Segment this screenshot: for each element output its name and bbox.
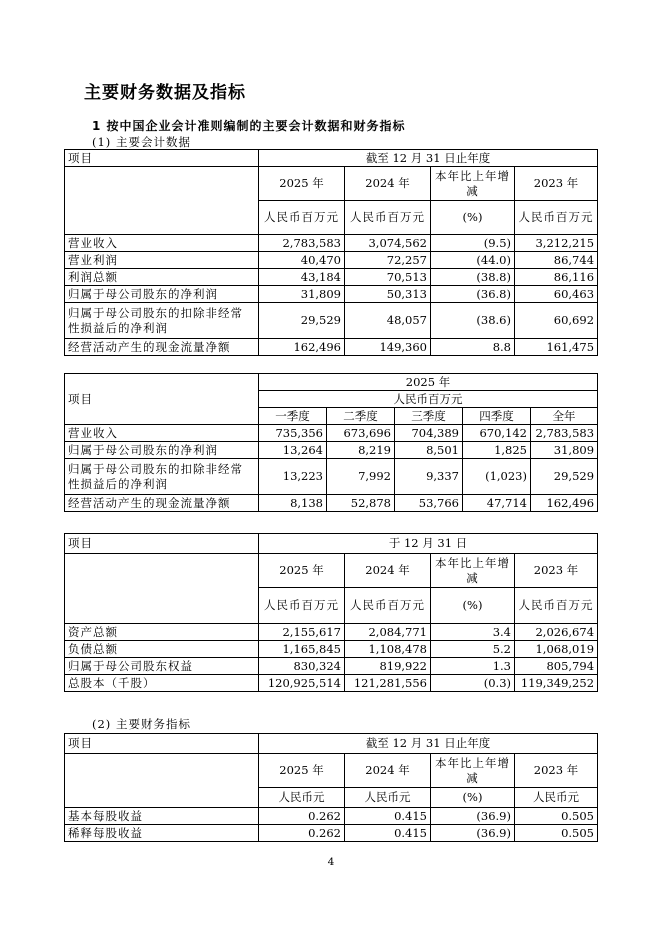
table-row [65,269,598,286]
col-q4: 四季度 [463,408,531,425]
row-label: 营业利润 [65,252,259,269]
row-label: 总股本（千股） [65,675,259,692]
quarterly-data-table [64,373,598,512]
header-blank [65,754,259,808]
header-unit: 人民币百万元 [259,391,598,408]
unit-cell: (%) [431,588,515,624]
table-row [65,459,598,495]
col-2025: 2025 年 [259,167,345,201]
cell: (38.6) [431,303,515,339]
cell: 161,475 [515,339,598,356]
row-label: 利润总额 [65,269,259,286]
cell: 2,084,771 [345,624,431,641]
row-label: 经营活动产生的现金流量净额 [65,339,259,356]
table-row [65,624,598,641]
cell: (38.8) [431,269,515,286]
cell: (0.3) [431,675,515,692]
table-row [65,658,598,675]
table-row [65,286,598,303]
table-row [65,675,598,692]
unit-cell: 人民币百万元 [259,201,345,235]
cell: 53,766 [395,495,463,512]
cell: 0.415 [345,808,431,825]
balance-data-table [64,533,598,692]
cell: 1.3 [431,658,515,675]
page-title: 主要财务数据及指标 [84,83,246,103]
unit-cell: 人民币百万元 [515,588,598,624]
cell: 8,501 [395,442,463,459]
accounting-data-table [64,149,598,356]
cell: 13,264 [259,442,327,459]
cell: 673,696 [327,425,395,442]
cell: 120,925,514 [259,675,345,692]
row-label: 归属于母公司股东的净利润 [65,286,259,303]
cell: 86,116 [515,269,598,286]
col-2025: 2025 年 [259,754,345,788]
table-row [65,641,598,658]
cell: (1,023) [463,459,531,495]
col-change: 本年比上年增减 [431,167,515,201]
row-label: 营业收入 [65,425,259,442]
unit-cell: (%) [431,201,515,235]
col-change: 本年比上年增减 [431,554,515,588]
header-blank [65,167,259,235]
col-2024: 2024 年 [345,754,431,788]
table-row [65,808,598,825]
header-period: 截至 12 月 31 日止年度 [259,734,598,754]
cell: 7,992 [327,459,395,495]
cell: (36.9) [431,825,515,842]
cell: 0.505 [515,808,598,825]
financial-indicators-table [64,733,598,842]
cell: 162,496 [259,339,345,356]
cell: (44.0) [431,252,515,269]
cell: 1,825 [463,442,531,459]
cell: 31,809 [531,442,598,459]
row-label: 基本每股收益 [65,808,259,825]
page-number: 4 [327,856,335,868]
cell: 2,026,674 [515,624,598,641]
cell: 735,356 [259,425,327,442]
cell: 819,922 [345,658,431,675]
table-row [65,252,598,269]
cell: 8,138 [259,495,327,512]
unit-cell: 人民币百万元 [345,588,431,624]
header-blank [65,554,259,624]
row-label: 归属于母公司股东的扣除非经常性损益后的净利润 [65,459,259,495]
subsection-accounting-data: (1) 主要会计数据 [92,135,191,149]
cell: 3.4 [431,624,515,641]
cell: 2,155,617 [259,624,345,641]
cell: 3,212,215 [515,235,598,252]
cell: 1,165,845 [259,641,345,658]
cell: 805,794 [515,658,598,675]
cell: 119,349,252 [515,675,598,692]
cell: 60,692 [515,303,598,339]
cell: 0.505 [515,825,598,842]
unit-cell: 人民币百万元 [345,201,431,235]
cell: 0.262 [259,825,345,842]
cell: 47,714 [463,495,531,512]
cell: 1,068,019 [515,641,598,658]
table-row [65,235,598,252]
cell: 670,142 [463,425,531,442]
unit-cell: 人民币元 [515,788,598,808]
cell: 149,360 [345,339,431,356]
header-period: 截至 12 月 31 日止年度 [259,150,598,167]
subsection-financial-indicators: (2) 主要财务指标 [92,717,191,731]
cell: 0.262 [259,808,345,825]
cell: 52,878 [327,495,395,512]
col-2023: 2023 年 [515,754,598,788]
cell: 50,313 [345,286,431,303]
row-label: 负债总额 [65,641,259,658]
row-label: 稀释每股收益 [65,825,259,842]
cell: 5.2 [431,641,515,658]
cell: 162,496 [531,495,598,512]
col-2024: 2024 年 [345,167,431,201]
header-item: 项目 [65,534,259,554]
col-2025: 2025 年 [259,554,345,588]
row-label: 经营活动产生的现金流量净额 [65,495,259,512]
row-label: 归属于母公司股东的扣除非经常性损益后的净利润 [65,303,259,339]
cell: 86,744 [515,252,598,269]
section-heading: 1 按中国企业会计准则编制的主要会计数据和财务指标 [92,119,406,133]
header-date: 于 12 月 31 日 [259,534,598,554]
col-q3: 三季度 [395,408,463,425]
cell: 13,223 [259,459,327,495]
col-2023: 2023 年 [515,167,598,201]
row-label: 资产总额 [65,624,259,641]
table-row [65,339,598,356]
col-change: 本年比上年增减 [431,754,515,788]
cell: 60,463 [515,286,598,303]
header-item: 项目 [65,734,259,754]
cell: 31,809 [259,286,345,303]
cell: (9.5) [431,235,515,252]
header-year: 2025 年 [259,374,598,391]
cell: 2,783,583 [531,425,598,442]
col-q2: 二季度 [327,408,395,425]
cell: 48,057 [345,303,431,339]
header-item: 项目 [65,374,259,425]
unit-cell: (%) [431,788,515,808]
table-row [65,425,598,442]
header-item: 项目 [65,150,259,167]
cell: 8,219 [327,442,395,459]
col-q1: 一季度 [259,408,327,425]
table-row [65,303,598,339]
cell: 1,108,478 [345,641,431,658]
row-label: 营业收入 [65,235,259,252]
cell: 29,529 [259,303,345,339]
cell: 830,324 [259,658,345,675]
cell: 8.8 [431,339,515,356]
cell: 0.415 [345,825,431,842]
table-row [65,442,598,459]
cell: 72,257 [345,252,431,269]
cell: 121,281,556 [345,675,431,692]
cell: (36.9) [431,808,515,825]
row-label: 归属于母公司股东的净利润 [65,442,259,459]
unit-cell: 人民币元 [259,788,345,808]
col-2023: 2023 年 [515,554,598,588]
cell: 3,074,562 [345,235,431,252]
col-2024: 2024 年 [345,554,431,588]
unit-cell: 人民币元 [345,788,431,808]
cell: 704,389 [395,425,463,442]
cell: 43,184 [259,269,345,286]
table-row [65,825,598,842]
cell: 70,513 [345,269,431,286]
unit-cell: 人民币百万元 [515,201,598,235]
col-full-year: 全年 [531,408,598,425]
cell: 9,337 [395,459,463,495]
cell: (36.8) [431,286,515,303]
table-row [65,495,598,512]
cell: 40,470 [259,252,345,269]
cell: 2,783,583 [259,235,345,252]
cell: 29,529 [531,459,598,495]
row-label: 归属于母公司股东权益 [65,658,259,675]
unit-cell: 人民币百万元 [259,588,345,624]
